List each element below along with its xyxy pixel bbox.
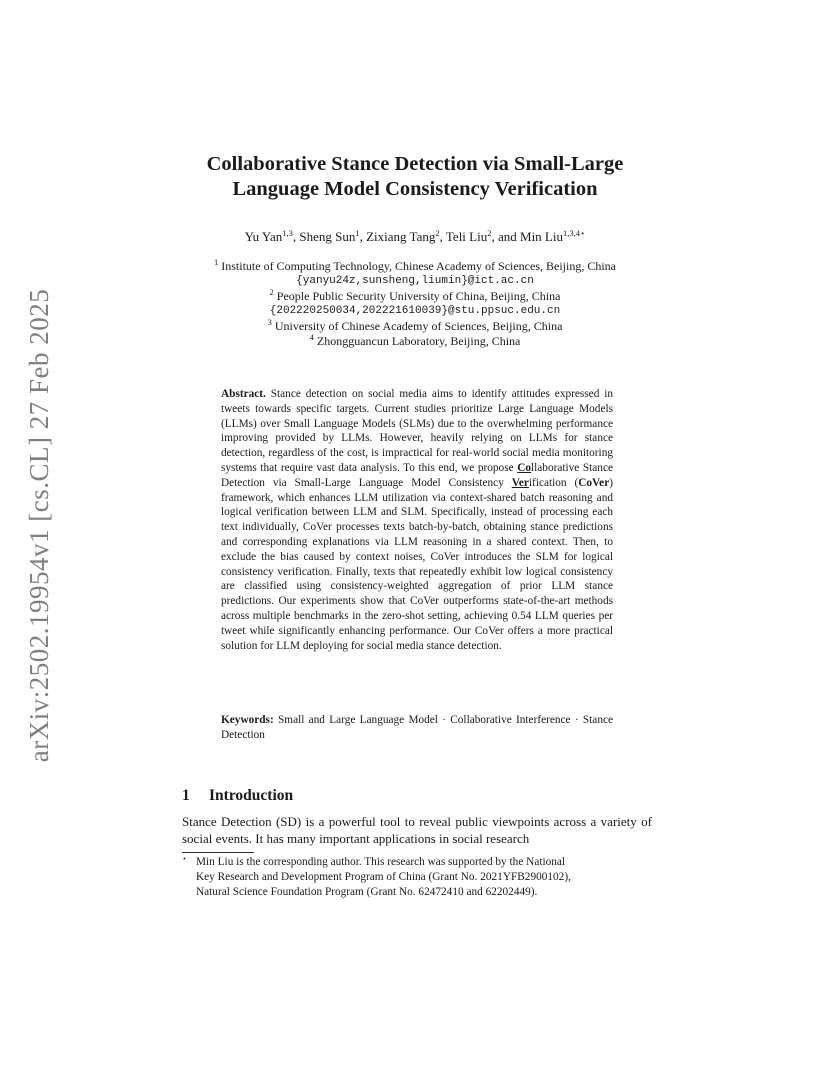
abstract-text-llaborative: llaborative Stance Detection via Small-Large Language Model Consistency xyxy=(221,461,613,489)
author-name: Min Liu xyxy=(520,229,563,244)
affiliation-text: Zhongguancun Laboratory, Beijing, China xyxy=(316,334,521,348)
affiliation-number: 3 xyxy=(267,317,272,327)
affiliation-1 xyxy=(140,259,690,274)
author-affiliation-marker: 1,3 xyxy=(282,228,293,238)
author-name: Teli Liu xyxy=(445,229,488,244)
author-separator: , and xyxy=(491,229,521,244)
section-heading-introduction xyxy=(182,787,293,805)
introduction-paragraph: Stance Detection (SD) is a powerful tool to reveal public viewpoints across a variety of social events. It has many important applications in social research xyxy=(182,814,652,846)
abstract-text-part-2: ) framework, which enhances LLM utilization via context-shared batch reasoning and logical verification between LLM and SLM. Specifically, instead of processing each text individually, CoVer processes texts batch-by-batch, obtaining stance predictions and corresponding explanations via LLM reasoning in a shared context. Then, to exclude the bias caused by context noises, CoVer introduces the SLM for logical consistency verification. Finally, texts that repeatedly exhibit low logical consistency are classified using consistency-weighted aggregation of prior LLM stance predictions. Our experiments show that CoVer outperforms state-of-the-art methods across multiple benchmarks in the zero-shot setting, achieving 0.54 LLM queries per tweet while significantly enhancing performance. Our CoVer offers a more practical solution for LLM deploying for social media stance detection. xyxy=(221,476,613,652)
affiliation-block xyxy=(140,259,690,349)
affiliation-text: University of Chinese Academy of Sciences, Beijing, China xyxy=(274,319,563,333)
affiliation-text: Institute of Computing Technology, Chinese Academy of Sciences, Beijing, China xyxy=(221,259,616,273)
footnote xyxy=(182,855,652,900)
abstract-cover-name: CoVer xyxy=(578,476,610,489)
footnote-text-1: Min Liu is the corresponding author. This research was supported by the National xyxy=(196,856,566,868)
section-title: Introduction xyxy=(209,787,294,804)
keywords xyxy=(221,713,613,743)
section-number: 1 xyxy=(182,787,190,804)
author-separator: , xyxy=(359,229,367,244)
affiliation-text: People Public Security University of China, Beijing, China xyxy=(276,289,561,303)
abstract-emphasis-co: Co xyxy=(517,461,531,474)
affiliation-number: 1 xyxy=(213,257,219,267)
footnote-line-3: Natural Science Foundation Program (Grant No. 62472410 and 62202449). xyxy=(196,886,538,898)
author-name: Zixiang Tang xyxy=(366,229,436,244)
paper-title xyxy=(140,152,690,202)
affiliation-number: 2 xyxy=(269,287,274,297)
affiliation-2-email: {202220250034,202221610039}@stu.ppsuc.edu.cn xyxy=(269,305,561,317)
abstract xyxy=(221,387,613,653)
author-affiliation-marker: 2 xyxy=(435,228,440,238)
author-separator: , xyxy=(292,229,300,244)
author-affiliation-marker: 1,3,4⋆ xyxy=(563,228,586,238)
affiliation-1-email: {yanyu24z,sunsheng,liumin}@ict.ac.cn xyxy=(296,275,534,287)
author-name: Yu Yan xyxy=(244,229,283,244)
affiliation-2 xyxy=(140,289,690,304)
arxiv-identifier-stamp xyxy=(20,290,60,760)
author-separator: , xyxy=(439,229,446,244)
keywords-label: Keywords: xyxy=(221,714,274,726)
title-line-1: Collaborative Stance Detection via Small-Large xyxy=(206,153,624,175)
author-affiliation-marker: 1 xyxy=(355,228,360,238)
author-list xyxy=(140,229,690,245)
affiliation-number: 4 xyxy=(309,332,314,342)
arxiv-id-text: arXiv:2502.19954v1 [cs.CL] 27 Feb 2025 xyxy=(24,288,55,762)
footnote-line-1: ⋆ Min Liu is the corresponding author. This research was supported by the National xyxy=(182,854,566,868)
author-affiliation-marker: 2 xyxy=(487,228,492,238)
abstract-label: Abstract. xyxy=(221,388,266,400)
footnote-divider xyxy=(182,852,254,853)
abstract-text-part-1: Stance detection on social media aims to identify attitudes expressed in tweets towards specific targets. Current studies prioritize Large Language Models (LLMs) over Small Language Models (SLMs) due to the overwhelming performance improving provided by LLMs. However, heavily relying on LLMs for stance detection, regardless of the cost, is impractical for real-world social media monitoring systems that require vast data analysis. To this end, we propose xyxy=(221,388,613,474)
abstract-emphasis-ver: Ver xyxy=(511,476,529,489)
keywords-text: Small and Large Language Model · Collaborative Interference · Stance Detection xyxy=(221,714,613,741)
author-name: Sheng Sun xyxy=(299,229,356,244)
affiliation-4 xyxy=(140,334,690,349)
abstract-text-ification: ification ( xyxy=(528,476,579,489)
affiliation-3 xyxy=(140,319,690,334)
footnote-line-2: Key Research and Development Program of China (Grant No. 2021YFB2900102), xyxy=(196,871,571,883)
title-line-2: Language Model Consistency Verification xyxy=(232,178,598,200)
